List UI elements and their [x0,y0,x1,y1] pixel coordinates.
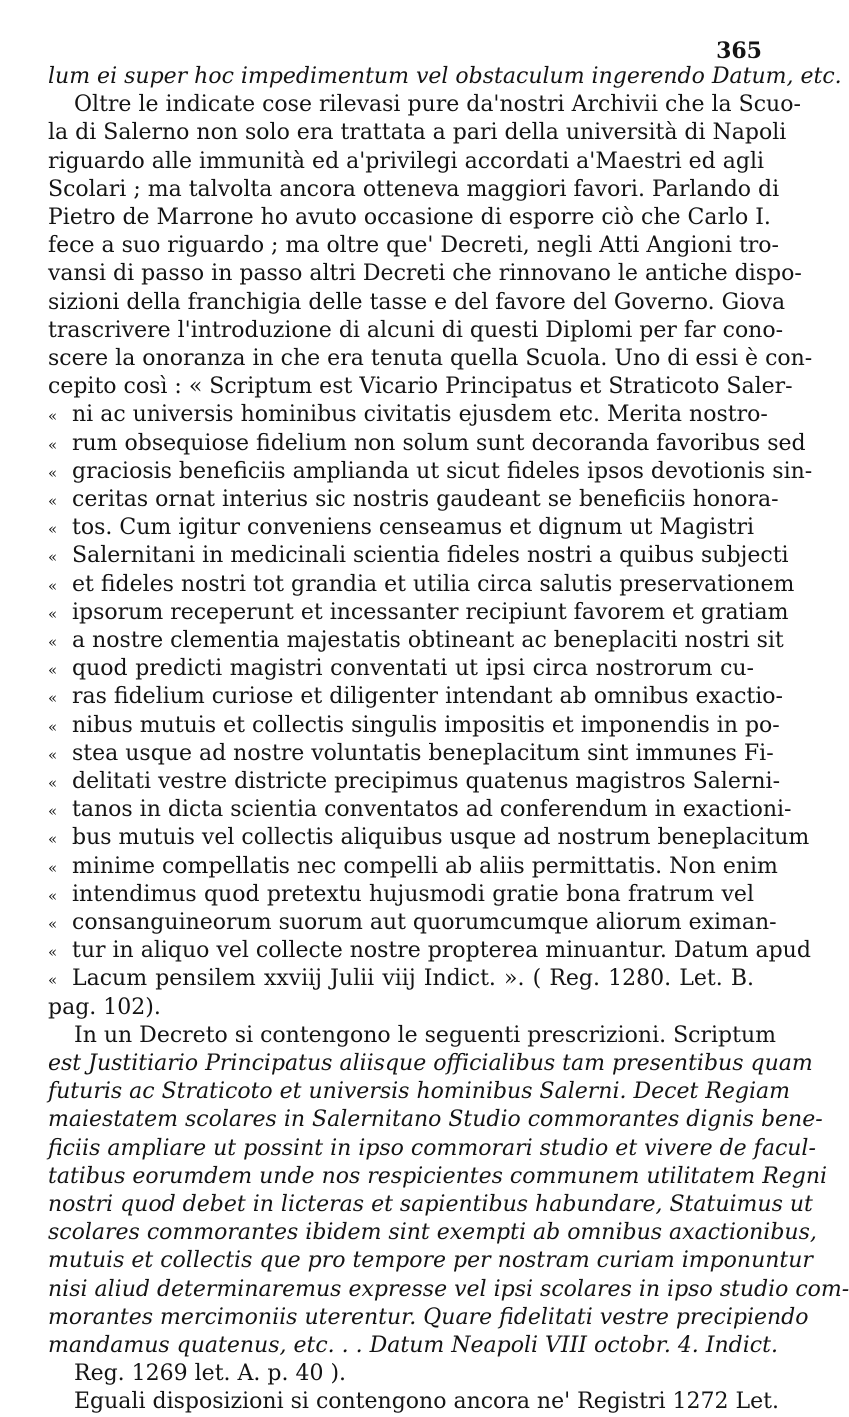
quote-mark: « [48,576,58,595]
line-text: ras fidelium curiose et diligenter intendant ab omnibus exactio- [72,684,783,710]
text-line: Eguali disposizioni si contengono ancora ne' Registri 1272 Let. [74,1389,779,1415]
text-line: futuris ac Straticoto et universis hominibus Salerni. Decet Regiam [48,1079,790,1105]
text-line [48,964,754,995]
text-line [48,400,768,431]
quote-mark: « [48,548,58,567]
quote-mark: « [48,745,58,764]
text-line: lum ei super hoc impedimentum vel obstaculum ingerendo Datum, etc. [48,64,842,89]
text-line [48,682,783,713]
quote-mark: « [48,886,58,905]
text-line: nisi aliud determinaremus expresse vel ipsi scolares in ipso studio com- [48,1276,849,1302]
quote-mark: « [48,971,58,990]
text-line [48,908,777,939]
line-text: nibus mutuis et collectis singulis impositis et imponendis in po- [72,712,780,738]
line-text: ceritas ornat interius sic nostris gaudeant se beneficiis honora- [72,487,779,512]
line-text: rum obsequiose fidelium non solum sunt decoranda favoribus sed [72,430,806,456]
text-line: sizioni della franchigia delle tasse e del favore del Governo. Giova [48,289,786,315]
text-line: la di Salerno non solo era trattata a pari della università di Napoli [48,120,787,146]
text-line: cepito così : « Scriptum est Vicario Principatus et Straticoto Saler- [48,374,793,400]
line-text: et fideles nostri tot grandia et utilia circa salutis preservationem [72,571,795,597]
text-line [48,795,792,826]
text-line [48,513,754,544]
page-number: 365 [716,38,762,64]
text-line: scolares commorantes ibidem sint exempti ab omnibus axactionibus, [48,1220,817,1246]
quote-mark: « [48,407,58,426]
line-text: quod predicti magistri conventati ut ipsi circa nostrorum cu- [72,656,754,682]
text-line: riguardo alle immunità ed a'privilegi accordati a'Maestri ed agli [48,148,765,174]
line-text: a nostre clementia majestatis obtineant ac beneplaciti nostri sit [72,628,784,653]
text-line [48,541,789,572]
quote-mark: « [48,802,58,821]
quote-mark: « [48,604,58,623]
line-text: ipsorum receperunt et incessanter recipiunt favorem et gratiam [72,599,789,625]
line-text: consanguineorum suorum aut quorumcumque aliorum eximan- [72,910,777,935]
line-text: tos. Cum igitur conveniens censeamus et dignum ut Magistri [72,515,754,541]
quote-mark: « [48,689,58,708]
text-line [48,626,784,657]
line-text: graciosis beneficiis amplianda ut sicut fideles ipsos devotionis sin- [72,458,813,484]
quote-mark: « [48,463,58,482]
text-line [48,457,813,488]
quote-mark: « [48,858,58,877]
line-text: tur in aliquo vel collecte nostre propterea minuantur. Datum apud [72,938,811,964]
quote-mark: « [48,661,58,680]
text-line: mutuis et collectis que pro tempore per nostram curiam imponuntur [48,1248,813,1274]
text-line [48,852,778,883]
text-line: Pietro de Marrone ho avuto occasione di esporre ciò che Carlo I. [48,205,771,230]
quote-mark: « [48,633,58,651]
line-text: tanos in dicta scientia conventatos ad conferendum in exactioni- [72,797,792,823]
text-line [48,711,780,742]
text-line: maiestatem scolares in Salernitano Studio commorantes dignis bene- [48,1107,823,1133]
line-text: minime compellatis nec compelli ab aliis permittatis. Non enim [72,853,778,879]
text-line: Scolari ; ma talvolta ancora otteneva maggiori favori. Parlando di [48,176,780,202]
text-line: vansi di passo in passo altri Decreti che rinnovano le antiche dispo- [48,261,802,287]
quote-mark: « [48,435,58,454]
text-line: morantes mercimoniis uterentur. Quare fidelitati vestre precipiendo [48,1304,809,1330]
text-line [48,767,781,798]
text-line: scere la onoranza in che era tenuta quella Scuola. Uno di essi è con- [48,346,813,371]
text-line: est Justitiario Principatus aliisque officialibus tam presentibus quam [48,1051,813,1076]
text-line: trascrivere l'introduzione di alcuni di questi Diplomi per far cono- [48,317,784,343]
line-text: Salernitani in medicinali scientia fideles nostri a quibus subjecti [72,543,789,569]
text-line [48,429,806,460]
line-text: stea usque ad nostre voluntatis beneplacitum sint immunes Fi- [72,740,774,766]
text-line [48,654,754,685]
quote-mark: « [48,774,58,792]
text-line [48,739,774,770]
text-line [48,823,810,854]
text-line [48,936,811,967]
line-text: intendimus quod pretextu hujusmodi gratie bona fratrum vel [72,881,754,907]
text-line: tatibus eorumdem unde nos respicientes communem utilitatem Regni [48,1163,828,1189]
line-text: ni ac universis hominibus civitatis ejusdem etc. Merita nostro- [72,402,768,428]
line-text: delitati vestre districte precipimus quatenus magistros Salerni- [72,769,781,794]
quote-mark: « [48,943,58,962]
quote-mark: « [48,492,58,510]
text-line [48,485,779,516]
text-line [48,570,795,601]
text-line: In un Decreto si contengono le seguenti prescrizioni. Scriptum [74,1022,777,1048]
quote-mark: « [48,717,58,736]
text-line: Reg. 1269 let. A. p. 40 ). [74,1361,347,1387]
text-line: Oltre le indicate cose rilevasi pure da'nostri Archivii che la Scuo- [74,92,801,118]
text-line [48,880,754,911]
text-line: pag. 102). [48,994,161,1020]
line-text: Lacum pensilem xxviij Julii viij Indict. ». ( Reg. 1280. Let. B. [72,966,754,992]
text-line: ficiis ampliare ut possint in ipso commorari studio et vivere de facul- [48,1135,816,1161]
quote-mark: « [48,830,58,849]
quote-mark: « [48,520,58,539]
text-line: mandamus quatenus, etc. . . Datum Neapoli VIII octobr. 4. Indict. [48,1333,778,1358]
text-line: nostri quod debet in licteras et sapientibus habundare, Statuimus ut [48,1192,813,1217]
text-line: fece a suo riguardo ; ma oltre que' Decreti, negli Atti Angioni tro- [48,233,779,259]
quote-mark: « [48,915,58,933]
line-text: bus mutuis vel collectis aliquibus usque ad nostrum beneplacitum [72,825,810,851]
text-line [48,598,789,629]
